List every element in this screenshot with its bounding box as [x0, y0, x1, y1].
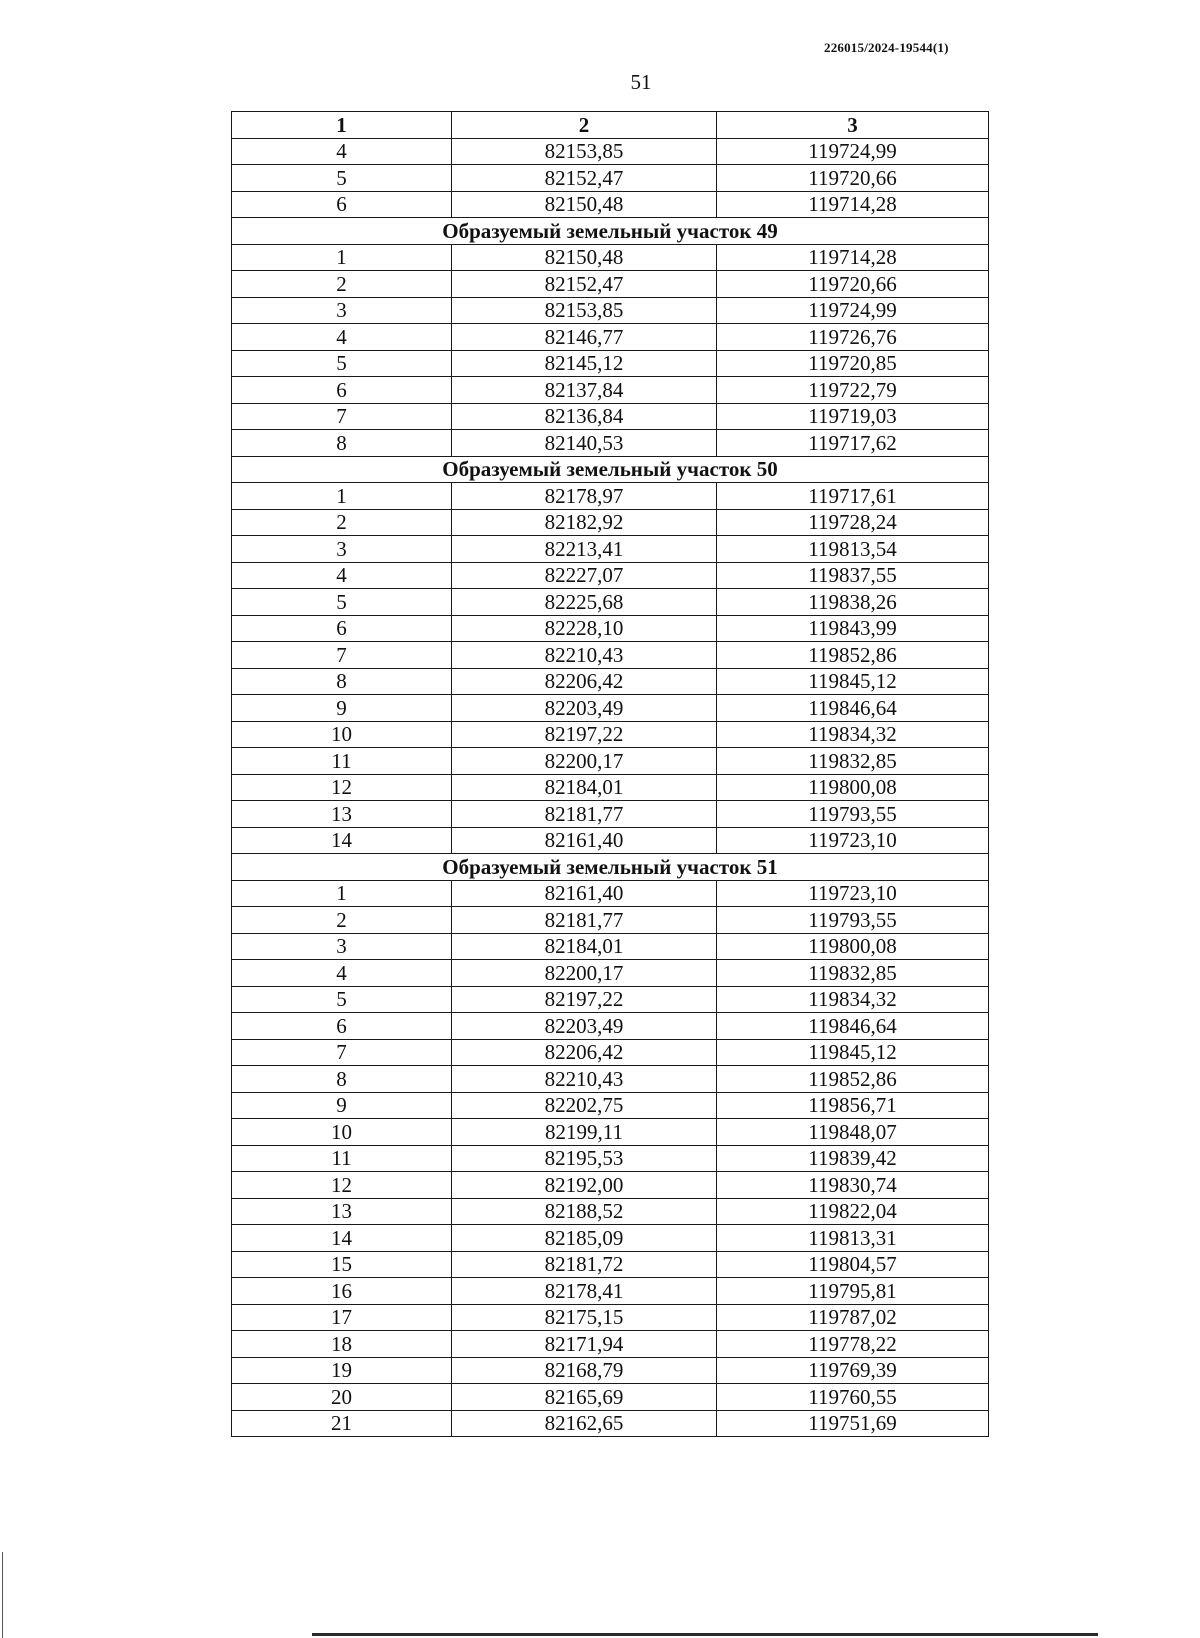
table-row	[232, 165, 989, 192]
table-row	[232, 271, 989, 298]
y-coordinate-cell: 119720,66	[717, 271, 989, 298]
y-coordinate-cell: 119793,55	[717, 907, 989, 934]
y-coordinate-cell: 119845,12	[717, 668, 989, 695]
coordinates-table	[231, 111, 989, 1437]
y-coordinate-cell: 119724,99	[717, 297, 989, 324]
table-row	[232, 483, 989, 510]
y-coordinate-cell: 119760,55	[717, 1384, 989, 1411]
y-coordinate-cell: 119720,85	[717, 350, 989, 377]
table-row	[232, 1066, 989, 1093]
point-number-cell: 5	[232, 350, 452, 377]
x-coordinate-cell: 82181,77	[452, 801, 717, 828]
y-coordinate-cell: 119832,85	[717, 960, 989, 987]
section-title: Образуемый земельный участок 51	[232, 854, 989, 881]
x-coordinate-cell: 82168,79	[452, 1357, 717, 1384]
x-coordinate-cell: 82184,01	[452, 774, 717, 801]
table-row	[232, 536, 989, 563]
table-row	[232, 562, 989, 589]
y-coordinate-cell: 119848,07	[717, 1119, 989, 1146]
y-coordinate-cell: 119722,79	[717, 377, 989, 404]
document-id: 226015/2024-19544(1)	[824, 40, 949, 55]
point-number-cell: 3	[232, 933, 452, 960]
x-coordinate-cell: 82225,68	[452, 589, 717, 616]
table-row	[232, 668, 989, 695]
y-coordinate-cell: 119852,86	[717, 642, 989, 669]
y-coordinate-cell: 119846,64	[717, 1013, 989, 1040]
table-row	[232, 1304, 989, 1331]
point-number-cell: 12	[232, 774, 452, 801]
table-row	[232, 403, 989, 430]
x-coordinate-cell: 82162,65	[452, 1410, 717, 1437]
x-coordinate-cell: 82178,41	[452, 1278, 717, 1305]
x-coordinate-cell: 82181,72	[452, 1251, 717, 1278]
point-number-cell: 8	[232, 668, 452, 695]
table-row	[232, 1225, 989, 1252]
x-coordinate-cell: 82150,48	[452, 191, 717, 218]
table-row	[232, 509, 989, 536]
x-coordinate-cell: 82140,53	[452, 430, 717, 457]
table-row	[232, 933, 989, 960]
x-coordinate-cell: 82136,84	[452, 403, 717, 430]
y-coordinate-cell: 119832,85	[717, 748, 989, 775]
y-coordinate-cell: 119778,22	[717, 1331, 989, 1358]
point-number-cell: 7	[232, 642, 452, 669]
point-number-cell: 14	[232, 1225, 452, 1252]
point-number-cell: 1	[232, 880, 452, 907]
point-number-cell: 6	[232, 615, 452, 642]
point-number-cell: 2	[232, 271, 452, 298]
x-coordinate-cell: 82206,42	[452, 668, 717, 695]
table-row	[232, 986, 989, 1013]
section-title: Образуемый земельный участок 50	[232, 456, 989, 483]
point-number-cell: 13	[232, 801, 452, 828]
point-number-cell: 7	[232, 1039, 452, 1066]
y-coordinate-cell: 119813,31	[717, 1225, 989, 1252]
point-number-cell: 4	[232, 562, 452, 589]
point-number-cell: 5	[232, 986, 452, 1013]
table-row	[232, 615, 989, 642]
table-row	[232, 324, 989, 351]
table-row	[232, 377, 989, 404]
point-number-cell: 9	[232, 695, 452, 722]
y-coordinate-cell: 119787,02	[717, 1304, 989, 1331]
table-row	[232, 960, 989, 987]
table-row	[232, 748, 989, 775]
y-coordinate-cell: 119769,39	[717, 1357, 989, 1384]
table-row	[232, 1251, 989, 1278]
x-coordinate-cell: 82153,85	[452, 297, 717, 324]
x-coordinate-cell: 82227,07	[452, 562, 717, 589]
point-number-cell: 4	[232, 324, 452, 351]
x-coordinate-cell: 82206,42	[452, 1039, 717, 1066]
x-coordinate-cell: 82203,49	[452, 695, 717, 722]
point-number-cell: 4	[232, 960, 452, 987]
y-coordinate-cell: 119728,24	[717, 509, 989, 536]
x-coordinate-cell: 82192,00	[452, 1172, 717, 1199]
x-coordinate-cell: 82210,43	[452, 1066, 717, 1093]
y-coordinate-cell: 119845,12	[717, 1039, 989, 1066]
point-number-cell: 11	[232, 1145, 452, 1172]
point-number-cell: 8	[232, 430, 452, 457]
y-coordinate-cell: 119723,10	[717, 880, 989, 907]
table-row	[232, 1172, 989, 1199]
x-coordinate-cell: 82145,12	[452, 350, 717, 377]
point-number-cell: 1	[232, 244, 452, 271]
x-coordinate-cell: 82202,75	[452, 1092, 717, 1119]
table-row	[232, 430, 989, 457]
x-coordinate-cell: 82150,48	[452, 244, 717, 271]
x-coordinate-cell: 82175,15	[452, 1304, 717, 1331]
y-coordinate-cell: 119856,71	[717, 1092, 989, 1119]
x-coordinate-cell: 82197,22	[452, 986, 717, 1013]
point-number-cell: 7	[232, 403, 452, 430]
y-coordinate-cell: 119726,76	[717, 324, 989, 351]
table-row	[232, 1039, 989, 1066]
table-row	[232, 1145, 989, 1172]
point-number-cell: 17	[232, 1304, 452, 1331]
point-number-cell: 6	[232, 1013, 452, 1040]
y-coordinate-cell: 119719,03	[717, 403, 989, 430]
table-row	[232, 1410, 989, 1437]
y-coordinate-cell: 119822,04	[717, 1198, 989, 1225]
point-number-cell: 9	[232, 1092, 452, 1119]
y-coordinate-cell: 119717,61	[717, 483, 989, 510]
point-number-cell: 10	[232, 721, 452, 748]
y-coordinate-cell: 119724,99	[717, 138, 989, 165]
y-coordinate-cell: 119834,32	[717, 721, 989, 748]
section-title-row	[232, 218, 989, 245]
point-number-cell: 15	[232, 1251, 452, 1278]
table-row	[232, 1331, 989, 1358]
table-row	[232, 1357, 989, 1384]
coordinates-table-body	[232, 112, 989, 1437]
table-row	[232, 880, 989, 907]
x-coordinate-cell: 82200,17	[452, 960, 717, 987]
x-coordinate-cell: 82165,69	[452, 1384, 717, 1411]
point-number-cell: 10	[232, 1119, 452, 1146]
x-coordinate-cell: 82153,85	[452, 138, 717, 165]
x-coordinate-cell: 82200,17	[452, 748, 717, 775]
y-coordinate-cell: 119830,74	[717, 1172, 989, 1199]
y-coordinate-cell: 119717,62	[717, 430, 989, 457]
table-row	[232, 191, 989, 218]
table-row	[232, 642, 989, 669]
section-title-row	[232, 854, 989, 881]
table-row	[232, 827, 989, 854]
x-coordinate-cell: 82182,92	[452, 509, 717, 536]
y-coordinate-cell: 119793,55	[717, 801, 989, 828]
column-header-3: 3	[717, 112, 989, 139]
y-coordinate-cell: 119804,57	[717, 1251, 989, 1278]
table-row	[232, 297, 989, 324]
point-number-cell: 8	[232, 1066, 452, 1093]
section-title-row	[232, 456, 989, 483]
table-row	[232, 1278, 989, 1305]
x-coordinate-cell: 82161,40	[452, 880, 717, 907]
y-coordinate-cell: 119852,86	[717, 1066, 989, 1093]
bottom-rule	[312, 1633, 1098, 1636]
table-row	[232, 350, 989, 377]
point-number-cell: 5	[232, 165, 452, 192]
column-header-2: 2	[452, 112, 717, 139]
x-coordinate-cell: 82228,10	[452, 615, 717, 642]
y-coordinate-cell: 119839,42	[717, 1145, 989, 1172]
point-number-cell: 2	[232, 907, 452, 934]
y-coordinate-cell: 119834,32	[717, 986, 989, 1013]
table-row	[232, 589, 989, 616]
x-coordinate-cell: 82199,11	[452, 1119, 717, 1146]
y-coordinate-cell: 119843,99	[717, 615, 989, 642]
x-coordinate-cell: 82185,09	[452, 1225, 717, 1252]
table-row	[232, 1119, 989, 1146]
x-coordinate-cell: 82203,49	[452, 1013, 717, 1040]
y-coordinate-cell: 119795,81	[717, 1278, 989, 1305]
point-number-cell: 14	[232, 827, 452, 854]
table-row	[232, 721, 989, 748]
x-coordinate-cell: 82152,47	[452, 165, 717, 192]
point-number-cell: 6	[232, 377, 452, 404]
table-row	[232, 907, 989, 934]
point-number-cell: 12	[232, 1172, 452, 1199]
point-number-cell: 21	[232, 1410, 452, 1437]
table-row	[232, 138, 989, 165]
y-coordinate-cell: 119714,28	[717, 244, 989, 271]
y-coordinate-cell: 119751,69	[717, 1410, 989, 1437]
y-coordinate-cell: 119720,66	[717, 165, 989, 192]
y-coordinate-cell: 119838,26	[717, 589, 989, 616]
column-header-1: 1	[232, 112, 452, 139]
x-coordinate-cell: 82210,43	[452, 642, 717, 669]
point-number-cell: 6	[232, 191, 452, 218]
x-coordinate-cell: 82178,97	[452, 483, 717, 510]
page-number: 51	[630, 70, 652, 94]
y-coordinate-cell: 119813,54	[717, 536, 989, 563]
x-coordinate-cell: 82146,77	[452, 324, 717, 351]
point-number-cell: 4	[232, 138, 452, 165]
point-number-cell: 20	[232, 1384, 452, 1411]
x-coordinate-cell: 82161,40	[452, 827, 717, 854]
x-coordinate-cell: 82184,01	[452, 933, 717, 960]
table-row	[232, 774, 989, 801]
x-coordinate-cell: 82137,84	[452, 377, 717, 404]
x-coordinate-cell: 82152,47	[452, 271, 717, 298]
point-number-cell: 19	[232, 1357, 452, 1384]
y-coordinate-cell: 119723,10	[717, 827, 989, 854]
point-number-cell: 18	[232, 1331, 452, 1358]
point-number-cell: 13	[232, 1198, 452, 1225]
point-number-cell: 2	[232, 509, 452, 536]
table-row	[232, 1092, 989, 1119]
x-coordinate-cell: 82195,53	[452, 1145, 717, 1172]
x-coordinate-cell: 82213,41	[452, 536, 717, 563]
point-number-cell: 3	[232, 297, 452, 324]
table-row	[232, 1198, 989, 1225]
point-number-cell: 3	[232, 536, 452, 563]
table-header-row	[232, 112, 989, 139]
scan-edge-mark	[2, 1552, 3, 1638]
table-row	[232, 1013, 989, 1040]
point-number-cell: 11	[232, 748, 452, 775]
y-coordinate-cell: 119837,55	[717, 562, 989, 589]
y-coordinate-cell: 119800,08	[717, 774, 989, 801]
section-title: Образуемый земельный участок 49	[232, 218, 989, 245]
x-coordinate-cell: 82197,22	[452, 721, 717, 748]
y-coordinate-cell: 119800,08	[717, 933, 989, 960]
x-coordinate-cell: 82188,52	[452, 1198, 717, 1225]
point-number-cell: 1	[232, 483, 452, 510]
point-number-cell: 5	[232, 589, 452, 616]
y-coordinate-cell: 119714,28	[717, 191, 989, 218]
x-coordinate-cell: 82181,77	[452, 907, 717, 934]
table-row	[232, 695, 989, 722]
table-row	[232, 1384, 989, 1411]
y-coordinate-cell: 119846,64	[717, 695, 989, 722]
x-coordinate-cell: 82171,94	[452, 1331, 717, 1358]
table-row	[232, 801, 989, 828]
table-row	[232, 244, 989, 271]
point-number-cell: 16	[232, 1278, 452, 1305]
